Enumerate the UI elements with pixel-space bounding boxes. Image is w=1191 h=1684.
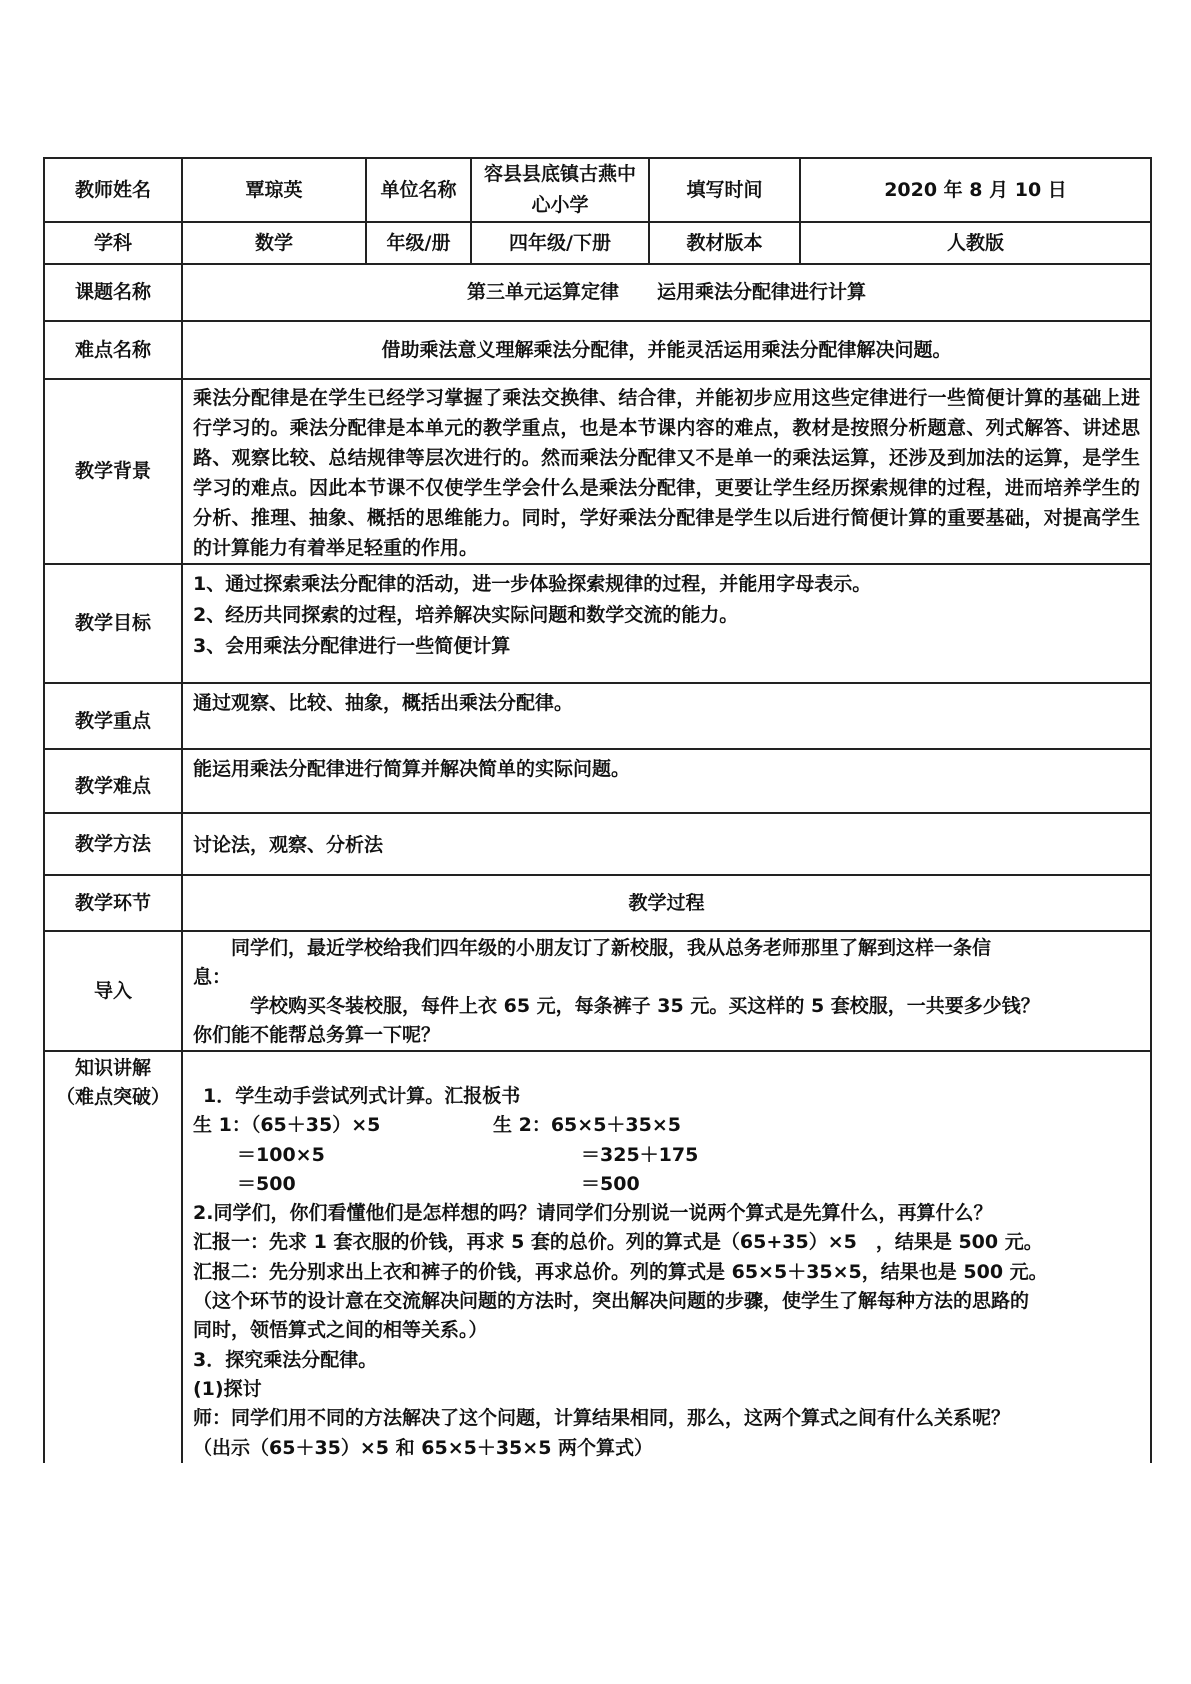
hard-point-row <box>44 749 1151 813</box>
lesson-plan-table <box>43 157 1152 1463</box>
header-row-2 <box>44 222 1151 264</box>
hard-point-value: 能运用乘法分配律进行简算并解决简单的实际问题。 <box>182 749 1151 813</box>
objective-item: 1、通过探索乘法分配律的活动，进一步体验探索规律的过程，并能用字母表示。 <box>193 573 872 595</box>
intro-label: 导入 <box>44 931 182 1051</box>
date-value: 2020 年 8 月 10 日 <box>800 158 1151 222</box>
unit-label: 单位名称 <box>366 158 471 222</box>
background-text: 乘法分配律是在学生已经学习掌握了乘法交换律、结合律，并能初步应用这些定律进行一些简便计算的基础上进行学习的。乘法分配律是本单元的教学重点，也是本节课内容的难点，教材是按照分析题意、列式解答、讲述思路、观察比较、总结规律等层次进行的。然而乘法分配律又不是单一的乘法运算，还涉及到加法的运算，是学生学习的难点。因此本节课不仅使学生学会什么是乘法分配律，更要让学生经历探索规律的过程，进而培养学生的分析、推理、抽象、概括的思维能力。同时，学好乘法分配律是学生以后进行简便计算的重要基础，对提高学生的计算能力有着举足轻重的作用。 <box>182 379 1151 564</box>
calc-row <box>193 1141 1140 1170</box>
background-label: 教学背景 <box>44 379 182 564</box>
knowledge-label-line: 知识讲解 <box>74 1057 151 1079</box>
knowledge-line: 汇报二：先分别求出上衣和裤子的价钱，再求总价。列的算式是 65×5＋35×5，结果也是 500 元。 <box>193 1260 1048 1283</box>
key-point-row <box>44 683 1151 749</box>
knowledge-line: (1)探讨 <box>193 1377 262 1400</box>
intro-line: 你们能不能帮总务算一下呢？ <box>193 1024 441 1046</box>
date-label: 填写时间 <box>649 158 800 222</box>
intro-line: 息： <box>193 966 232 988</box>
calc-step-1: ＝100×5 <box>237 1143 325 1166</box>
knowledge-label <box>44 1051 182 1463</box>
grade-label: 年级/册 <box>366 222 471 264</box>
subject-value: 数学 <box>182 222 366 264</box>
objectives-cell <box>182 564 1151 683</box>
method-value: 讨论法，观察、分析法 <box>182 813 1151 875</box>
topic-label: 课题名称 <box>44 264 182 321</box>
calc-row <box>193 1170 1140 1199</box>
calc-result-1: ＝500 <box>237 1172 296 1195</box>
knowledge-line: （这个环节的设计意在交流解决问题的方法时，突出解决问题的步骤，使学生了解每种方法的思路的 <box>193 1290 1030 1313</box>
difficulty-name-value: 借助乘法意义理解乘法分配律，并能灵活运用乘法分配律解决问题。 <box>182 321 1151 379</box>
difficulty-name-label: 难点名称 <box>44 321 182 379</box>
intro-line: 学校购买冬装校服，每件上衣 65 元，每条裤子 35 元。买这样的 5 套校服，一共要多少钱？ <box>250 995 1040 1017</box>
topic-row <box>44 264 1151 321</box>
teacher-label: 教师姓名 <box>44 158 182 222</box>
difficulty-name-row <box>44 321 1151 379</box>
edition-value: 人教版 <box>800 222 1151 264</box>
unit-value: 容县县底镇古燕中心小学 <box>471 158 649 222</box>
knowledge-label-line: （难点突破） <box>55 1086 170 1108</box>
method-row <box>44 813 1151 875</box>
header-row-1 <box>44 158 1151 222</box>
calc-result-2: ＝500 <box>581 1172 640 1195</box>
edition-label: 教材版本 <box>649 222 800 264</box>
intro-line: 同学们，最近学校给我们四年级的小朋友订了新校服，我从总务老师那里了解到这样一条信 <box>231 937 992 959</box>
knowledge-row <box>44 1051 1151 1463</box>
grade-value: 四年级/下册 <box>471 222 649 264</box>
key-point-value: 通过观察、比较、抽象，概括出乘法分配律。 <box>182 683 1151 749</box>
hard-point-label: 教学难点 <box>44 749 182 813</box>
knowledge-line: 汇报一：先求 1 套衣服的价钱，再求 5 套的总价。列的算式是（65+35）×5 ，结果是 500 元。 <box>193 1231 1043 1254</box>
intro-cell <box>182 931 1151 1051</box>
process-label: 教学环节 <box>44 875 182 931</box>
knowledge-line: 3．探究乘法分配律。 <box>193 1348 378 1371</box>
knowledge-line: 师：同学们用不同的方法解决了这个问题，计算结果相同，那么，这两个算式之间有什么关系呢？ <box>193 1407 1011 1430</box>
calc-method-1: 生 1：（65＋35）×5 <box>193 1114 381 1137</box>
knowledge-line: 1．学生动手尝试列式计算。汇报板书 <box>203 1085 521 1107</box>
intro-row <box>44 931 1151 1051</box>
topic-value: 第三单元运算定律 运用乘法分配律进行计算 <box>182 264 1151 321</box>
key-point-label: 教学重点 <box>44 683 182 749</box>
process-row <box>44 875 1151 931</box>
objectives-label: 教学目标 <box>44 564 182 683</box>
objective-item: 3、会用乘法分配律进行一些简便计算 <box>193 635 511 657</box>
objective-item: 2、经历共同探索的过程，培养解决实际问题和数学交流的能力。 <box>193 604 739 626</box>
subject-label: 学科 <box>44 222 182 264</box>
calc-step-2: ＝325＋175 <box>581 1143 699 1166</box>
process-value: 教学过程 <box>182 875 1151 931</box>
calc-row <box>193 1111 1140 1140</box>
knowledge-line: 2.同学们，你们看懂他们是怎样想的吗？请同学们分别说一说两个算式是先算什么，再算什么？ <box>193 1202 993 1225</box>
calc-method-2: 生 2：65×5＋35×5 <box>493 1114 681 1137</box>
knowledge-cell <box>182 1051 1151 1463</box>
knowledge-line: 同时，领悟算式之间的相等关系。） <box>193 1319 488 1342</box>
knowledge-line: （出示（65＋35）×5 和 65×5＋35×5 两个算式） <box>193 1436 654 1459</box>
objectives-row <box>44 564 1151 683</box>
method-label: 教学方法 <box>44 813 182 875</box>
teacher-value: 覃琼英 <box>182 158 366 222</box>
background-row <box>44 379 1151 564</box>
